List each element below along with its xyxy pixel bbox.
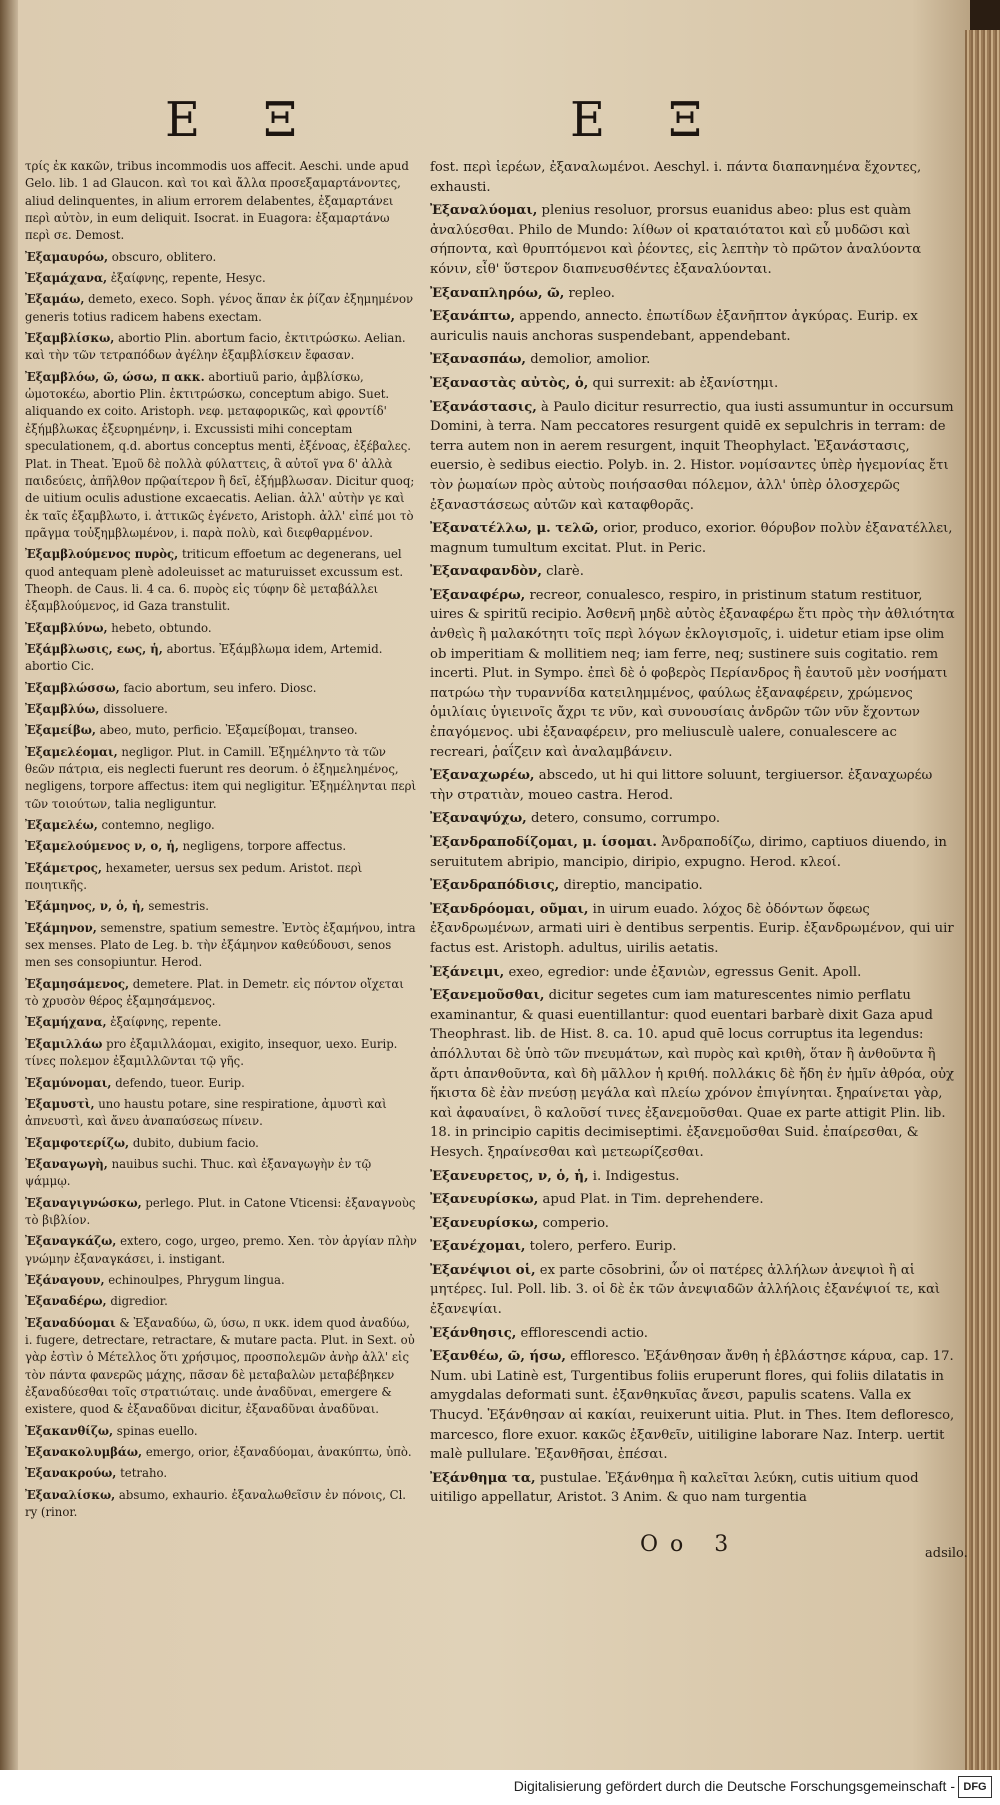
entry-definition: abortio Plin. abortum facio, ἐκτιτρώσκω. Aelian. καὶ τὴν τῶν τετραπόδων ἀγέλην ἐξαμβλίσκειν ἔφασαν. (25, 331, 406, 363)
dictionary-entry (430, 158, 958, 197)
dictionary-entry (25, 330, 417, 365)
dictionary-entry (25, 270, 417, 287)
entry-definition: hebeto, obtundo. (111, 620, 212, 635)
dictionary-entry (430, 833, 958, 872)
dictionary-entry (25, 158, 417, 245)
dictionary-entry (25, 249, 417, 266)
entry-definition: apud Plat. in Tim. deprehendere. (542, 1192, 764, 1208)
entry-definition: direptio, mancipatio. (563, 878, 703, 894)
entry-definition: repleo. (568, 285, 615, 301)
dictionary-entry (25, 1423, 417, 1440)
entry-headword: Ἐξαναφανδὸν, (430, 564, 542, 580)
entry-headword: Ἐξανατέλλω, μ. τελῶ, (430, 521, 599, 537)
entry-headword: Ἐξάνθημα τα, (430, 1470, 536, 1486)
entry-definition: semestris. (148, 899, 209, 914)
entry-headword: Ἐξάνθησις, (430, 1325, 517, 1341)
dictionary-entry (25, 546, 417, 615)
dictionary-entry (25, 369, 417, 542)
dictionary-entry (25, 920, 417, 972)
entry-headword: Ἐξανδρόομαι, οῦμαι, (430, 901, 589, 917)
entry-definition: defendo, tueor. Eurip. (115, 1075, 245, 1090)
entry-definition: absumo, exhaurio. ἐξαναλωθεῖσιν ἐν πόνοις, Cl. ry (rinor. (25, 1487, 407, 1520)
entry-definition: clarè. (546, 564, 584, 580)
entry-definition: ex parte cōsobrini, ὧν οἱ πατέρες ἀλλήλων ἀνεψιοὶ ἢ αἱ μητέρες. Iul. Poll. lib. 3. οἱ δὲ ἐκ τῶν ἀνεψιαδῶν ἀλλήλοις ἐξανέψιοί τε, καὶ ἐξανεψίαι. (430, 1262, 941, 1318)
entry-headword: Ἐξαμβλίσκω, (25, 331, 115, 346)
dictionary-entry (430, 900, 958, 959)
entry-definition: τρίς ἐκ κακῶν, tribus incommodis uos affecit. Aeschi. unde apud Gelo. lib. 1 ad Glaucon. καὶ τοι καὶ ἄλλα προσεξαμαρτάνοντες, aliud delinquentes, in alium errorem delabentes, ἐξαμαρτάνει περὶ αὐτὸν, in eum deliquit. Isocrat. in Euagora: ἐξαμαρτάνω περὶ σε. Demost. (25, 159, 409, 243)
entry-headword: Ἐξαμήχανα, (25, 1015, 107, 1030)
entry-headword: Ἐξαμάχανα, (25, 271, 108, 286)
dictionary-entry (25, 1096, 417, 1131)
entry-definition: orior, produco, exorior. θόρυβον πολὺν ἐξανατέλλει, magnum tumultum excitat. Plut. in Peric. (430, 521, 953, 556)
entry-definition: demetere. Plat. in Demetr. εἰς πόντον οἴχεται τὸ χρυσὸν θέρος ἐξαμησάμενος. (25, 976, 404, 1009)
catchword: adsilo. (925, 1546, 968, 1561)
entry-headword: Ἐξανευρίσκω, (430, 1215, 539, 1231)
entry-headword: Ἐξαναστὰς αὐτὸς, ὁ, (430, 375, 589, 391)
entry-headword: Ἐξαμελέω, (25, 818, 98, 833)
entry-definition: tolero, perfero. Eurip. (529, 1239, 677, 1255)
entry-definition: nauibus suchi. Thuc. καὶ ἐξαναγωγὴν ἐν τῷ ψάμμῳ. (25, 1156, 372, 1189)
dictionary-entry (25, 817, 417, 834)
entry-definition: dicitur segetes cum iam maturescentes nimio perflatu examinantur, & quasi euentillantur: quod euentari barbarè dixit Gaza apud Theophrast. lib. de Hist. 8. ca. 10. apud quē locus corruptus ita legendus: ἀπόλλυται δὲ ὑπὸ τῶν πνευμάτων, καὶ πυρὸς καὶ κριθὴ, ὅταν ἢ ἀνθοῦντα ἢ ἄρτι ἀπανθοῦντα, καὶ δὴ μᾶλλον ἡ κριθή. πολλάκις δὲ ἤδη ἐν ἡμῖν ἀθρόα, οὐχ ἥκιστα δὲ ἐὰν πνεύσῃ μεγάλα καὶ πλείω χρόνον ἐπιγίνηται. ξηραίνεται γὰρ, καὶ ἀφαυαίνει, ὃ καλοῦσί τινες ἐξανεμοῦσθαι. Quae ex parte attigit Plin. lib. 18. in principio capitis decimiseptimi. ἐξανεμοῦσθαι Suid. ἐπαίρεσθαι, & Hesych. ξηραίνεσθαι καὶ μετεωρίζεσθαι. (430, 988, 954, 1160)
entry-definition: digredior. (110, 1294, 168, 1309)
dictionary-entry (430, 307, 958, 346)
dictionary-entry (430, 284, 958, 304)
entry-definition: pro ἐξαμιλλάομαι, exigito, insequor, uexo. Eurip. τίνες πολεμον ἐξαμιλλῶνται τῷ γῆς. (25, 1036, 398, 1069)
entry-definition: à Paulo dicitur resurrectio, qua iusti assumuntur in occursum Domini, à terra. Nam peccatores resurgent quidē ex sepulchris in terram: de terra autem non in aerem resurgent, inquit Theophylact. Ἐξανάστασις, euersio, è sedibus eiectio. Polyb. in. 2. Histor. νομίσαντες ὑπὲρ ἠγεμονίας ἔτι τὸν ῥωμαίων πρὸς αὐτοὺς ποιήσασθαι πόλεμον, ἀλλ' ὑπὲρ ὁλοσχερῶς ἐξαναστάσεως αὐτῶν καὶ καταφθορᾶς. (430, 399, 954, 513)
entry-headword: Ἐξανασπάω, (430, 352, 527, 368)
entry-definition: demeto, execo. Soph. γένος ἅπαν ἐκ ῥίζαν ἐξημημένον generis totius radicem habens exectam. (25, 292, 414, 324)
dictionary-entry (25, 680, 417, 697)
entry-definition: efflorescendi actio. (520, 1325, 648, 1341)
entry-definition: uno haustu potare, sine respiratione, ἀμυστὶ καὶ ἀπνευστὶ, καὶ ἄνευ ἀναπαύσεως πίνειν. (25, 1096, 387, 1129)
entry-headword: Ἐξανάστασις, (430, 399, 537, 415)
dictionary-entry (25, 1135, 417, 1152)
entry-headword: Ἐξαναγκάζω, (25, 1234, 117, 1249)
entry-headword: Ἐξανευρίσκω, (430, 1192, 539, 1208)
right-column-header: Ε Ξ (570, 92, 727, 148)
entry-definition: ἐξαίφνης, repente. (110, 1015, 222, 1030)
entry-definition: fost. περὶ ἱερέων, ἐξαναλωμένοι. Aeschyl. i. πάντα διαπανημένα ἔχοντες, exhausti. (430, 160, 922, 195)
entry-headword: Ἐξαμυστὶ, (25, 1096, 95, 1111)
dictionary-entry (25, 641, 417, 676)
entry-definition: abscedo, ut hi qui littore soluunt, tergiuersor. ἐξαναχωρέω τὴν στρατιὰν, moueo castra. Herod. (430, 768, 933, 803)
digitization-footer (0, 1770, 1000, 1805)
dictionary-entry (25, 1315, 417, 1419)
entry-headword: Ἐξανάπτω, (430, 309, 516, 325)
dictionary-entry (430, 809, 958, 829)
dictionary-entry (25, 1036, 417, 1071)
dictionary-entry (25, 1293, 417, 1310)
dictionary-entry (25, 1487, 417, 1522)
entry-definition: effloresco. Ἐξάνθησαν ἄνθη ἡ ἐβλάστησε κάρυα, cap. 17. Num. ubi Latinè est, Turgentibus foliis eruperunt flores, qui foliis dilatatis in amygdalas deformati sunt. ἐξανθηκυῖας ἄνεσι, papulis scatens. Valla ex Thucyd. Ἐξάνθησαν αἱ κακίαι, reuixerunt uitia. Plut. in Thes. Item defloresco, marcesco, flore exuor. κακῶς ἐξανθεῖν, uitiligine laborare Naz. Interp. uertit malè pullulare. Ἐξανθῆσαι, ἐπέσαι. (430, 1349, 955, 1463)
dictionary-entry (430, 1324, 958, 1344)
dictionary-entry (430, 1261, 958, 1320)
dictionary-entry (430, 1347, 958, 1465)
entry-headword: Ἐξαμφοτερίζω, (25, 1135, 130, 1150)
entry-headword: Ἐξαναγιγνώσκω, (25, 1195, 142, 1210)
entry-definition: i. Indigestus. (592, 1168, 680, 1184)
dictionary-entry (25, 701, 417, 718)
entry-headword: Ἐξαναφέρω, (430, 587, 526, 603)
dictionary-entry (25, 1075, 417, 1092)
entry-headword: Ἐξανθέω, ῶ, ήσω, (430, 1349, 566, 1365)
entry-definition: pustulae. Ἐξάνθημα ἢ καλεῖται λεύκη, cutis uitium quod uitiligo appellatur, Aristot. 3 Anim. & quo nam turgentia (430, 1470, 919, 1506)
entry-definition: in uirum euado. λόχος δὲ ὀδόντων ὄφεως ἐξανδρωμένων, armati uiri è dentibus serpentis. Eurip. ἐξανδρωμένον, qui uir factus est. Aristoph. adultus, uirilis aetatis. (430, 901, 954, 956)
entry-definition: perlego. Plut. in Catone Vticensi: ἐξαναγνοὺς τὸ βιβλίον. (25, 1195, 416, 1227)
entry-definition: qui surrexit: ab ἐξανίστημι. (592, 375, 779, 391)
entry-definition: obscuro, oblitero. (111, 249, 217, 264)
entry-headword: Ἐξαναλίσκω, (25, 1487, 116, 1502)
entry-headword: Ἐξαναψύχω, (430, 811, 527, 827)
entry-headword: Ἐξαμάω, (25, 292, 85, 307)
entry-headword: Ἐξαναλύομαι, (430, 203, 538, 219)
dictionary-entry (430, 519, 958, 558)
entry-definition: triticum effoetum ac degenerans, uel quod antequam plenè adoleuisset ac maturuisset excussum est. Theoph. de Caus. li. 4 ca. 6. πυρὸς εἰς τύφην δὲ μεταβάλλει ἐξαμβλούμενος, id Gaza transtulit. (25, 547, 404, 614)
dictionary-entry (430, 374, 958, 394)
entry-headword: Ἐξαμβλόω, ῶ, ώσω, π ακκ. (25, 369, 205, 384)
dictionary-entry (430, 1237, 958, 1257)
dictionary-entry (25, 1272, 417, 1289)
dictionary-entry (25, 976, 417, 1011)
entry-headword: Ἐξανδραποδίζομαι, μ. ίσομαι. (430, 835, 658, 850)
signature-mark: Oo 3 (640, 1532, 741, 1557)
entry-headword: Ἐξαμβλώσσω, (25, 680, 120, 695)
entry-headword: Ἐξαναπληρόω, ῶ, (430, 285, 565, 301)
entry-definition: recreor, conualesco, respiro, in pristinum statum restituor, uires & spiritũ recipio. Ἀσθενῆ μηδὲ αὐτὸς ἐξαναφέρω ἔτι πρὸς τὴν ἀθλιότητα ἀνθεὶς ἢ μαλακότητι τοῖς περὶ λόγων ἐκλογισμοῖς, i. uidetur etiam ipse olim ob imperitiam & mollitiem neq; iam ferre, neq; sustinere suis cogitatio. rem incerti. Plut. in Sympo. ἐπεὶ δὲ ὁ φοβερὸς Περίανδρος ἢ ἑαυτοῦ μὲν νοσήματι πατρώω τὴν τυραννίδα κατειλημμένος, φαύλως ἐξαναφέρειν, χρώμενος ὁμιλίαις ὑγιεινοῖς ἄχρι τε νῦν, καὶ συνουσίαις ἀνδρῶν τῶν νῦν ἔχοντων ἐπαγόμενος. ubi ἐξαναφέρειν, pro meliusculè ualere, conualescere ac recreari, ῥαΐζειν καὶ ἀναλαμβάνειν. (430, 587, 955, 760)
entry-headword: Ἐξανέψιοι οἱ, (430, 1262, 536, 1278)
entry-definition: contemno, negligo. (101, 818, 215, 833)
entry-definition: comperio. (542, 1215, 609, 1231)
dictionary-entry (25, 722, 417, 739)
gutter-shadow (0, 0, 18, 1770)
entry-headword: Ἐξανακολυμβάω, (25, 1445, 143, 1460)
dictionary-entry (430, 398, 958, 516)
footer-credit: Digitalisierung gefördert durch die Deutsche Forschungsgemeinschaft - (513, 1778, 955, 1794)
dictionary-entry (430, 562, 958, 582)
dictionary-entry (430, 766, 958, 805)
entry-headword: Ἐξάμετρος, (25, 860, 102, 875)
dictionary-entry (25, 1156, 417, 1191)
dfg-logo: DFG (958, 1776, 992, 1798)
entry-headword: Ἐξανδραπόδισις, (430, 878, 560, 894)
entry-definition: demolior, amolior. (530, 352, 651, 368)
entry-headword: Ἐξανευρετος, ν, ὁ, ἡ, (430, 1168, 589, 1184)
entry-definition: appendo, annecto. ἐπωτίδων ἐξανῆπτον ἀγκύρας. Eurip. ex auriculis nauis anchoras suspendebant, appendebant. (430, 309, 918, 344)
entry-headword: Ἐξαμβλύω, (25, 701, 100, 716)
dictionary-entry (25, 1195, 417, 1230)
entry-definition: ἐξαίφνης, repente, Hesyc. (110, 271, 266, 286)
entry-definition: negligor. Plut. in Camill. Ἐξημέληντο τὰ τῶν θεῶν πάτρια, eis neglecti fuerunt res deorum. ὁ ἐξημελημένος, negligens, torpore affectus: item qui negligitur. Ἐξημέληνται περὶ τῶν τοιούτων, talia negliguntur. (25, 744, 417, 811)
left-column-header: Ε Ξ (165, 92, 322, 148)
dictionary-entry (25, 898, 417, 915)
entry-headword: Ἐξαμαυρόω, (25, 249, 109, 264)
entry-headword: Ἐξαναχωρέω, (430, 768, 535, 784)
entry-definition: facio abortum, seu infero. Diosc. (123, 680, 317, 695)
dictionary-entry (430, 1167, 958, 1187)
dictionary-entry (430, 986, 958, 1162)
dictionary-entry (430, 1214, 958, 1234)
dictionary-entry (430, 876, 958, 896)
left-column (25, 158, 417, 1525)
dictionary-entry (25, 1444, 417, 1461)
entry-definition: echinoulpes, Phrygum lingua. (108, 1272, 285, 1287)
entry-definition: Ἀνδραποδίζω, dirimo, captiuos diuendo, in seruitutem abripio, mancipio, diripio, expugno. Herod. κλεοί. (430, 835, 947, 870)
entry-headword: Ἐξακανθίζω, (25, 1423, 114, 1438)
entry-headword: Ἐξάναγουν, (25, 1272, 105, 1287)
dictionary-entry (25, 291, 417, 326)
dictionary-entry (25, 1014, 417, 1031)
entry-headword: Ἐξαμιλλάω (25, 1036, 103, 1051)
entry-definition: hexameter, uersus sex pedum. Aristot. περὶ ποιητικῆς. (25, 860, 363, 893)
entry-headword: Ἐξάμηνος, ν, ὁ, ἡ, (25, 899, 145, 914)
entry-definition: spinas euello. (116, 1423, 198, 1438)
entry-headword: Ἐξαμείβω, (25, 723, 96, 738)
entry-headword: Ἐξαμελέομαι, (25, 744, 118, 759)
dictionary-entry (430, 586, 958, 762)
dictionary-entry (430, 1190, 958, 1210)
dictionary-entry (430, 201, 958, 279)
entry-headword: Ἐξαναδέρω, (25, 1294, 107, 1309)
entry-definition: semenstre, spatium semestre. Ἐντὸς ἐξαμήνου, intra sex menses. Plato de Leg. b. τὴν ἐξάμηνον καθεύδουσι, senos men ses consopiuntur. Herod. (25, 920, 416, 970)
dictionary-entry (430, 350, 958, 370)
entry-headword: Ἐξανακρούω, (25, 1466, 117, 1481)
entry-definition: & Ἐξαναδύω, ῶ, ύσω, π υκκ. idem quod ἀναδύω, i. fugere, detrectare, retractare, & mutare pacta. Plut. in Sext. οὐ γὰρ ἐστὶν ὁ Μέτελλος ὅτι χρήσιμος, προσπολεμῶν ἀνὴρ ἀλλ' εἰς τὸν πάντα φανερῶς μάχης, πᾶσαν δὲ μεταβαλὼν μεταβέβηκεν ἐξαναδύεσθαι τοῖς στρατιώταις. unde ἀναδῦναι, emergere & existere, quod & ἐξαναδῦναι dicitur, ἐξαναδῦναι ἀναδῦναι. (25, 1315, 415, 1417)
dictionary-entry (430, 1469, 958, 1508)
entry-headword: Ἐξαμελούμενος ν, ο, ἡ, (25, 839, 179, 854)
entry-headword: Ἐξαναδύομαι (25, 1315, 116, 1330)
entry-headword: Ἐξάμηνον, (25, 920, 97, 935)
entry-definition: abortiuũ pario, ἀμβλίσκω, ὠμοτοκέω, abortio Plin. ἐκτιτρώσκω, conceptum abigo. Suet. aliquando ex coito. Aristoph. νεφ. μεταφορικῶς, καὶ φροντίδ' ἐξήμβλωκας ἐξευρημένην, i. Excussisti mihi conceptam speculationem, q.d. abortus conceptus menti, ἐξένοας, ἐξέβαλες. Plat. in Theat. Ἐμοῦ δὲ πολλὰ φύλαττεις, ἃ αὐτοῖ γνα δ' ἀλλὰ παιδεύεις, ἀπῆλθον πρῷαίτερον ἢ δεῖ, ἐξήμβλωσαν. Dicitur quoq; de uitium oculis adustione excaecatis. Aelian. ἀλλ' αὐτὴν γε καὶ ἐκ ταῖς ἐξαμβλωτο, i. ἀττικῶς ἐγένετο, Aristoph. ἀλλ' εἰπέ μοι τὸ πρᾶγμα τοὐξημβλωμένον, i. παρὰ πολὺ, καὶ διεφθαρμένον. (25, 369, 415, 540)
dictionary-entry (25, 838, 417, 855)
entry-definition: emergo, orior, ἐξαναδύομαι, ἀνακύπτω, ὑπὸ. (145, 1445, 412, 1460)
entry-definition: abortus. Ἐξάμβλωμα idem, Artemid. abortio Cic. (25, 641, 383, 674)
dictionary-entry (25, 1233, 417, 1268)
entry-headword: Ἐξανεμοῦσθαι, (430, 988, 545, 1004)
dictionary-entry (25, 620, 417, 637)
dictionary-entry (25, 1465, 417, 1482)
entry-definition: detero, consumo, corrumpo. (530, 811, 721, 827)
entry-definition: tetraho. (120, 1466, 168, 1481)
entry-definition: abeo, muto, perficio. Ἐξαμείβομαι, transeo. (99, 723, 358, 738)
page-edges (965, 30, 1000, 1770)
entry-headword: Ἐξαμβλούμενος πυρὸς, (25, 547, 179, 562)
dictionary-entry (430, 963, 958, 983)
entry-headword: Ἐξαμησάμενος, (25, 976, 130, 991)
dictionary-entry (25, 860, 417, 895)
entry-definition: dubito, dubium facio. (132, 1135, 259, 1150)
entry-headword: Ἐξαμύνομαι, (25, 1075, 112, 1090)
entry-definition: dissoluere. (103, 701, 168, 716)
entry-headword: Ἐξανέχομαι, (430, 1239, 526, 1255)
entry-definition: exeo, egredior: unde ἐξανιὼν, egressus Genit. Apoll. (508, 964, 862, 980)
dictionary-entry (25, 744, 417, 813)
entry-headword: Ἐξαναγωγὴ, (25, 1156, 108, 1171)
entry-definition: extero, cogo, urgeo, premo. Xen. τὸν ἀργίαν πλὴν γνώμην ἐξαναγκάσει, i. instigant. (25, 1234, 417, 1266)
right-column (430, 158, 958, 1512)
entry-headword: Ἐξάνειμι, (430, 964, 505, 980)
entry-definition: plenius resoluor, prorsus euanidus abeo: plus est quàm ἀναλύεσθαι. Philo de Mundo: λίθων οἱ κραταιότατοι καὶ εὖ μυδῶσι καὶ σήποντα, καὶ θρυπτόμενοι καὶ ῥέοντες, εἰς λεπτὴν τὸ πρῶτον ἀναλύοντα κόνιν, εἶθ' ὕστερον διαπνευσθέντες ἐξαναλύονται. (430, 203, 922, 277)
entry-headword: Ἐξαμβλύνω, (25, 620, 108, 635)
entry-definition: negligens, torpore affectus. (182, 839, 347, 854)
entry-headword: Ἐξάμβλωσις, εως, ἡ, (25, 641, 163, 656)
